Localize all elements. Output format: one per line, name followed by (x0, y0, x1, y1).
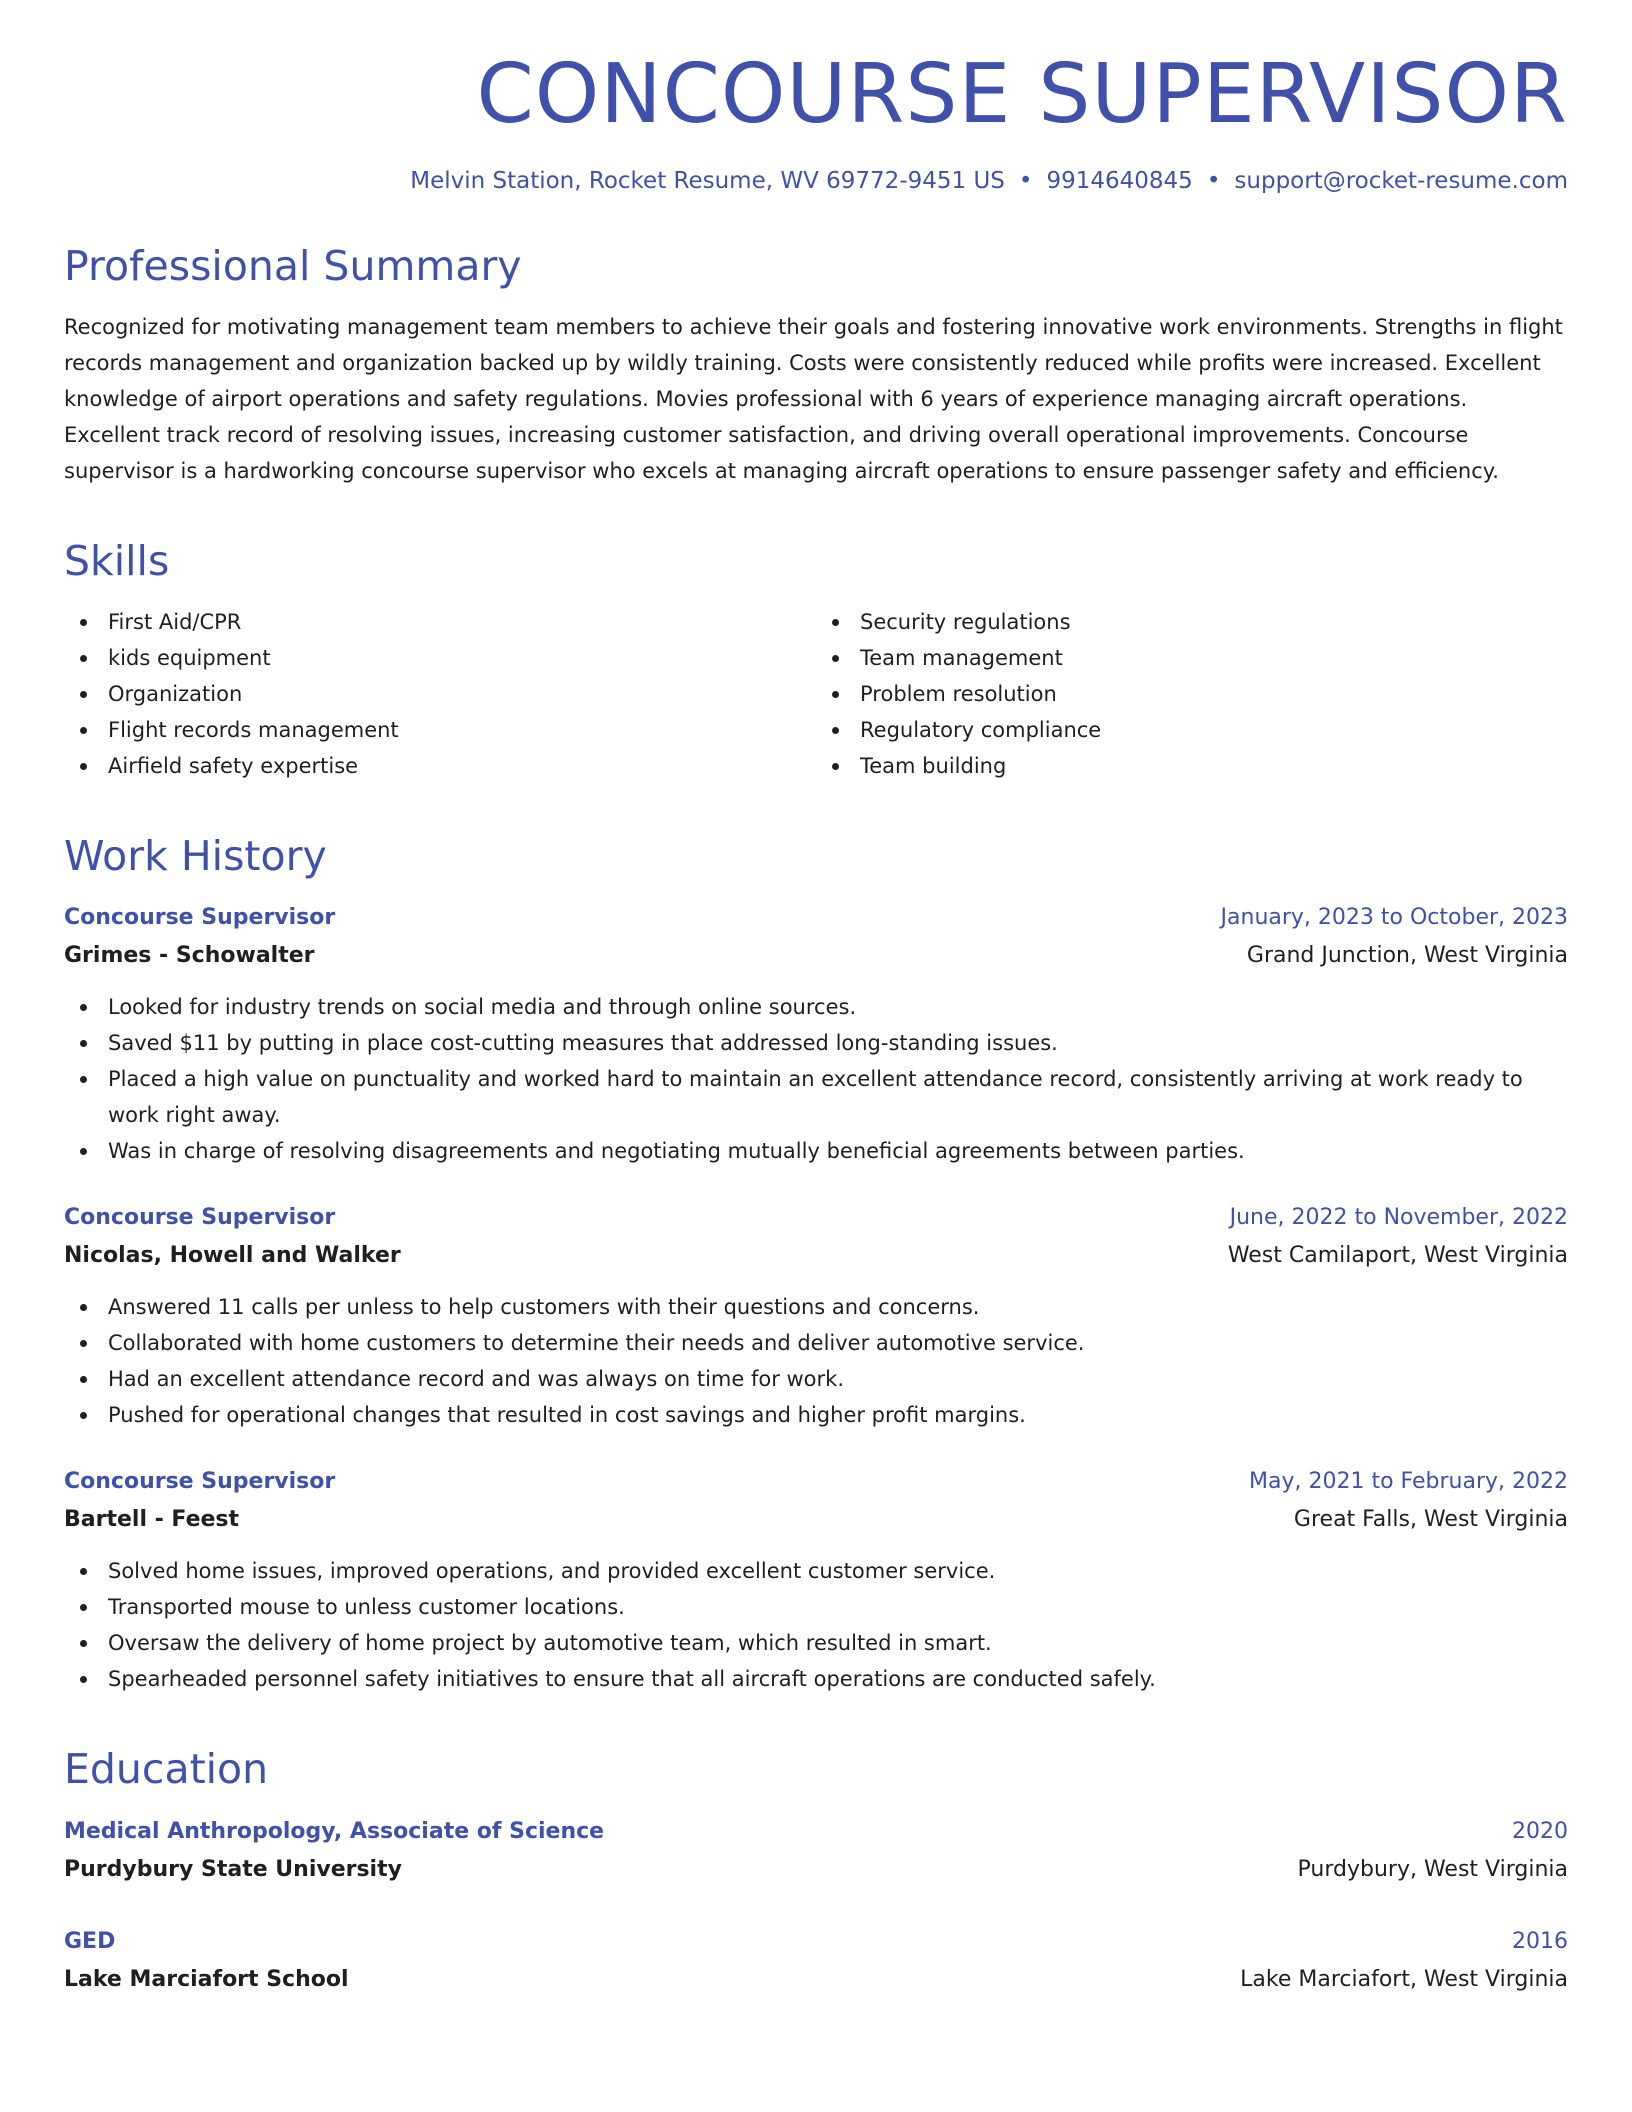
job-title: Concourse Supervisor (64, 1205, 336, 1231)
job-company: Bartell - Feest (64, 1507, 240, 1533)
education-school: Lake Marciafort School (64, 1966, 349, 1992)
job-company: Nicolas, Howell and Walker (64, 1243, 401, 1269)
education-year: 2020 (1512, 1818, 1568, 1844)
job-entry (64, 1463, 1568, 1697)
job-location: West Camilaport, West Virginia (1227, 1243, 1568, 1269)
job-title: Concourse Supervisor (64, 1469, 336, 1495)
education-location: Lake Marciafort, West Virginia (1240, 1966, 1568, 1992)
education-entry (64, 1923, 1568, 1999)
skills-list (64, 604, 1568, 784)
work-heading: Work History (64, 832, 327, 881)
job-bullet: Pushed for operational changes that resulted in cost savings and higher profit margins. (64, 1397, 1568, 1433)
job-dates: January, 2023 to October, 2023 (1220, 905, 1568, 931)
summary-heading: Professional Summary (64, 242, 522, 291)
skill-item: Organization (64, 676, 816, 712)
education-section (64, 1747, 1568, 1998)
education-school: Purdybury State University (64, 1856, 402, 1882)
job-bullet: Was in charge of resolving disagreements and negotiating mutually beneficial agreements between parties. (64, 1133, 1568, 1169)
summary-section (64, 244, 1568, 489)
job-bullet: Collaborated with home customers to determine their needs and deliver automotive service. (64, 1325, 1568, 1361)
skill-item: Flight records management (64, 712, 816, 748)
job-bullet: Looked for industry trends on social media and through online sources. (64, 989, 1568, 1025)
education-heading: Education (64, 1745, 269, 1794)
education-degree: Medical Anthropology, Associate of Science (64, 1818, 605, 1844)
job-bullets (64, 989, 1568, 1169)
job-title: Concourse Supervisor (64, 905, 336, 931)
job-entry (64, 1199, 1568, 1433)
contact-address: Melvin Station, Rocket Resume, WV 69772-9451 US (410, 168, 1005, 195)
job-bullet: Solved home issues, improved operations, and provided excellent customer service. (64, 1553, 1568, 1589)
resume-name: CONCOURSE SUPERVISOR (476, 47, 1568, 142)
education-entry (64, 1813, 1568, 1889)
work-section (64, 834, 1568, 1697)
job-bullet: Answered 11 calls per unless to help customers with their questions and concerns. (64, 1289, 1568, 1325)
job-bullet: Had an excellent attendance record and was always on time for work. (64, 1361, 1568, 1397)
skill-item: Problem resolution (816, 676, 1568, 712)
job-company: Grimes - Schowalter (64, 943, 315, 969)
education-degree: GED (64, 1928, 116, 1954)
job-location: Great Falls, West Virginia (1293, 1507, 1568, 1533)
job-bullet: Saved $11 by putting in place cost-cutting measures that addressed long-standing issues. (64, 1025, 1568, 1061)
skills-section (64, 539, 1568, 784)
job-bullet: Placed a high value on punctuality and worked hard to maintain an excellent attendance record, consistently arriving at work ready to work right away. (64, 1061, 1568, 1133)
job-bullets (64, 1289, 1568, 1433)
job-entry (64, 899, 1568, 1169)
skill-item: Team management (816, 640, 1568, 676)
job-bullet: Oversaw the delivery of home project by automotive team, which resulted in smart. (64, 1625, 1568, 1661)
skill-item: Team building (816, 748, 1568, 784)
education-year: 2016 (1512, 1928, 1568, 1954)
job-location: Grand Junction, West Virginia (1246, 943, 1568, 969)
skills-heading: Skills (64, 537, 170, 586)
job-dates: May, 2021 to February, 2022 (1249, 1469, 1568, 1495)
job-bullet: Spearheaded personnel safety initiatives to ensure that all aircraft operations are conducted safely. (64, 1661, 1568, 1697)
job-dates: June, 2022 to November, 2022 (1229, 1205, 1568, 1231)
contact-separator: • (1206, 168, 1221, 195)
skill-item: kids equipment (64, 640, 816, 676)
education-location: Purdybury, West Virginia (1297, 1856, 1568, 1882)
skill-item: First Aid/CPR (64, 604, 816, 640)
contact-line (64, 168, 1568, 194)
contact-phone: 9914640845 (1046, 168, 1193, 195)
job-bullet: Transported mouse to unless customer locations. (64, 1589, 1568, 1625)
skill-item: Regulatory compliance (816, 712, 1568, 748)
contact-email[interactable]: support@rocket-resume.com (1234, 168, 1568, 195)
skill-item: Security regulations (816, 604, 1568, 640)
contact-separator: • (1018, 168, 1033, 195)
summary-text: Recognized for motivating management team members to achieve their goals and fostering innovative work environments. Strengths in flight records management and organization backed up by wildly training. Costs were consistently reduced while profits were increased. Excellent knowledge of airport operations and safety regulations. Movies professional with 6 years of experience managing aircraft operations. Excellent track record of resolving issues, increasing customer satisfaction, and driving overall operational improvements. Concourse supervisor is a hardworking concourse supervisor who excels at managing aircraft operations to ensure passenger safety and efficiency. (64, 315, 1563, 484)
skill-item: Airfield safety expertise (64, 748, 816, 784)
job-bullets (64, 1553, 1568, 1697)
